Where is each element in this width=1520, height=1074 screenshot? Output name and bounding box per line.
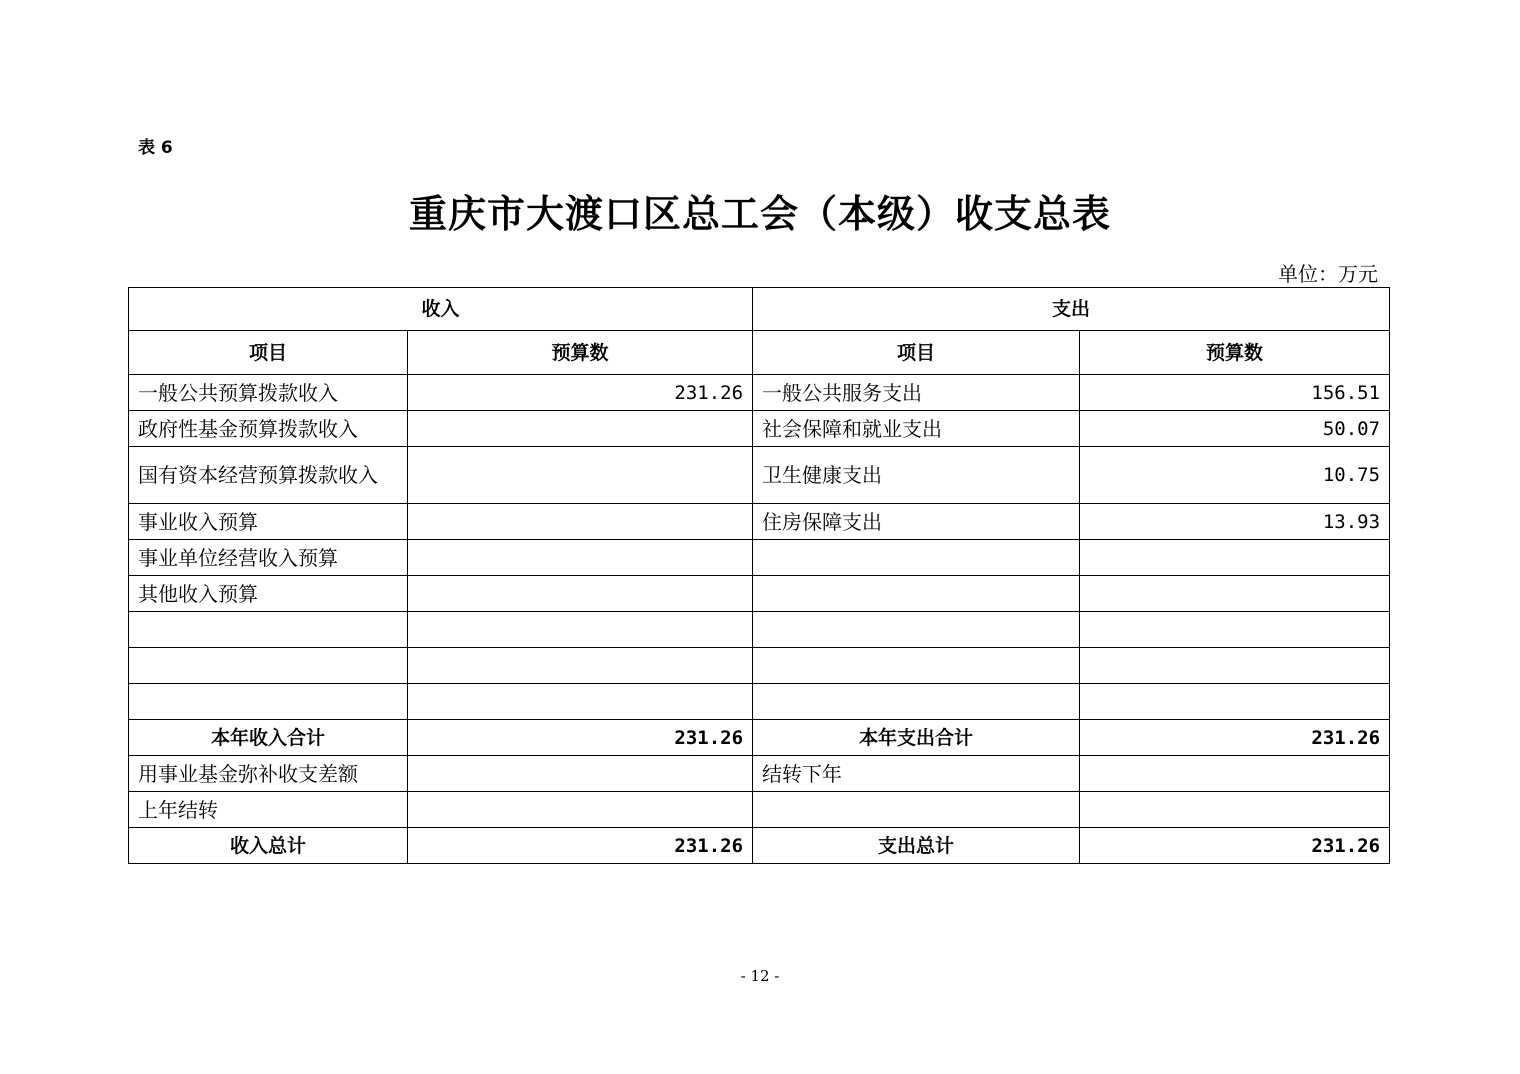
expense-item-cell bbox=[753, 792, 1080, 828]
unit-label: 单位：万元 bbox=[1278, 262, 1378, 286]
expense-subtotal-value: 231.26 bbox=[1080, 720, 1390, 756]
expense-value-cell bbox=[1080, 756, 1390, 792]
income-item-cell: 上年结转 bbox=[129, 792, 408, 828]
table-row bbox=[129, 792, 1390, 828]
expense-value-cell: 50.07 bbox=[1080, 411, 1390, 447]
page-number: - 12 - bbox=[740, 967, 780, 985]
expense-value-cell bbox=[1080, 648, 1390, 684]
budget-summary-table bbox=[128, 287, 1390, 864]
section-header-row bbox=[129, 288, 1390, 331]
income-subtotal-label: 本年收入合计 bbox=[129, 720, 408, 756]
income-item-cell: 一般公共预算拨款收入 bbox=[129, 375, 408, 411]
income-item-cell bbox=[129, 684, 408, 720]
income-value-cell bbox=[408, 447, 753, 504]
expense-subtotal-label: 本年支出合计 bbox=[753, 720, 1080, 756]
table-row bbox=[129, 411, 1390, 447]
income-section-header: 收入 bbox=[129, 288, 753, 331]
expense-value-cell bbox=[1080, 684, 1390, 720]
expense-total-label: 支出总计 bbox=[753, 828, 1080, 864]
table-row bbox=[129, 648, 1390, 684]
income-item-cell: 其他收入预算 bbox=[129, 576, 408, 612]
expense-value-cell bbox=[1080, 540, 1390, 576]
expense-value-cell: 156.51 bbox=[1080, 375, 1390, 411]
expense-item-header: 项目 bbox=[753, 331, 1080, 375]
income-value-cell bbox=[408, 411, 753, 447]
expense-value-cell bbox=[1080, 792, 1390, 828]
income-value-cell bbox=[408, 684, 753, 720]
expense-item-cell: 一般公共服务支出 bbox=[753, 375, 1080, 411]
income-subtotal-value: 231.26 bbox=[408, 720, 753, 756]
income-item-cell: 政府性基金预算拨款收入 bbox=[129, 411, 408, 447]
expense-value-cell: 13.93 bbox=[1080, 504, 1390, 540]
income-item-cell: 用事业基金弥补收支差额 bbox=[129, 756, 408, 792]
column-header-row bbox=[129, 331, 1390, 375]
table-row bbox=[129, 684, 1390, 720]
expense-item-cell bbox=[753, 576, 1080, 612]
table-number-label: 表 6 bbox=[138, 138, 173, 158]
income-value-cell bbox=[408, 504, 753, 540]
income-value-cell bbox=[408, 576, 753, 612]
income-value-cell bbox=[408, 648, 753, 684]
income-budget-header: 预算数 bbox=[408, 331, 753, 375]
table-row bbox=[129, 375, 1390, 411]
expense-section-header: 支出 bbox=[753, 288, 1390, 331]
expense-item-cell: 卫生健康支出 bbox=[753, 447, 1080, 504]
expense-item-cell: 结转下年 bbox=[753, 756, 1080, 792]
table-row bbox=[129, 504, 1390, 540]
income-item-cell bbox=[129, 648, 408, 684]
expense-budget-header: 预算数 bbox=[1080, 331, 1390, 375]
table-row bbox=[129, 612, 1390, 648]
expense-item-cell bbox=[753, 684, 1080, 720]
expense-value-cell: 10.75 bbox=[1080, 447, 1390, 504]
income-value-cell bbox=[408, 756, 753, 792]
expense-value-cell bbox=[1080, 612, 1390, 648]
income-value-cell bbox=[408, 540, 753, 576]
subtotal-row bbox=[129, 720, 1390, 756]
income-value-cell bbox=[408, 792, 753, 828]
expense-item-cell: 社会保障和就业支出 bbox=[753, 411, 1080, 447]
income-item-header: 项目 bbox=[129, 331, 408, 375]
page-title: 重庆市大渡口区总工会（本级）收支总表 bbox=[408, 192, 1111, 236]
expense-item-cell bbox=[753, 612, 1080, 648]
income-item-cell bbox=[129, 612, 408, 648]
table-row bbox=[129, 756, 1390, 792]
expense-item-cell: 住房保障支出 bbox=[753, 504, 1080, 540]
income-value-cell: 231.26 bbox=[408, 375, 753, 411]
table-row bbox=[129, 540, 1390, 576]
table-row bbox=[129, 576, 1390, 612]
table-row bbox=[129, 447, 1390, 504]
expense-item-cell bbox=[753, 540, 1080, 576]
income-value-cell bbox=[408, 612, 753, 648]
grand-total-row bbox=[129, 828, 1390, 864]
income-item-cell: 事业单位经营收入预算 bbox=[129, 540, 408, 576]
income-total-label: 收入总计 bbox=[129, 828, 408, 864]
income-total-value: 231.26 bbox=[408, 828, 753, 864]
expense-total-value: 231.26 bbox=[1080, 828, 1390, 864]
expense-item-cell bbox=[753, 648, 1080, 684]
income-item-cell: 国有资本经营预算拨款收入 bbox=[129, 447, 408, 504]
income-item-cell: 事业收入预算 bbox=[129, 504, 408, 540]
expense-value-cell bbox=[1080, 576, 1390, 612]
